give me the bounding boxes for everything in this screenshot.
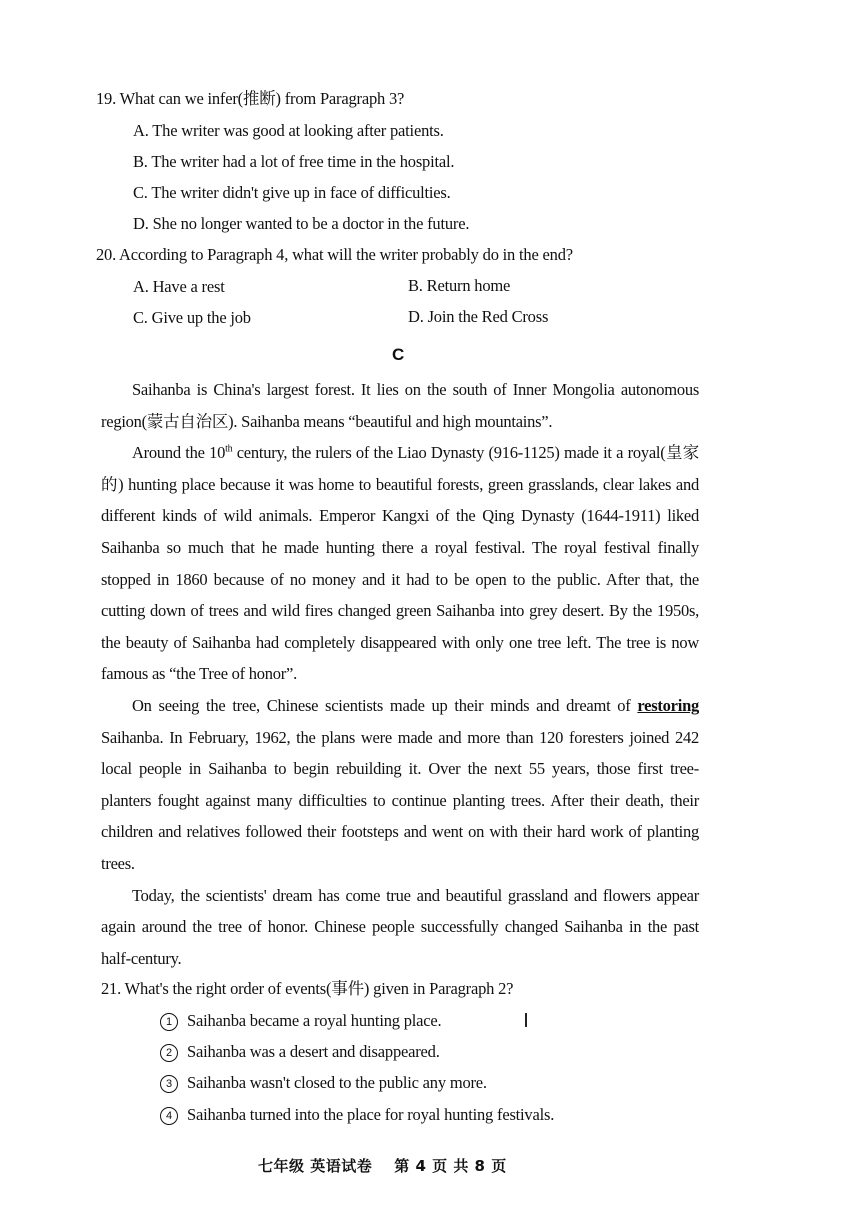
question-19-option-b: B. The writer had a lot of free time in the hospital.: [133, 152, 455, 171]
question-20-option-b: B. Return home: [408, 276, 511, 295]
paragraph-3-rest: Saihanba. In February, 1962, the plans were made and more than 120 foresters joined 242 local people in Saihanba to begin rebuilding it. Over the next 55 years, those first tree-planters fought against many difficulties to continue planting trees. After their death, their children and relatives followed their footsteps and went on with their hard work of planting trees.: [101, 727, 699, 873]
question-21-stem: 21. What's the right order of events(事件) given in Paragraph 2?: [101, 979, 514, 998]
event-1: [160, 1010, 441, 1032]
circled-number: 2: [160, 1044, 178, 1062]
event-2: [160, 1041, 440, 1063]
event-text: Saihanba wasn't closed to the public any more.: [187, 1073, 487, 1092]
event-text: Saihanba became a royal hunting place.: [187, 1011, 442, 1030]
question-20-option-d: D. Join the Red Cross: [408, 307, 549, 326]
question-19-option-c: C. The writer didn't give up in face of difficulties.: [133, 183, 451, 202]
question-20-stem: 20. According to Paragraph 4, what will the writer probably do in the end?: [96, 245, 573, 264]
question-19-option-a: A. The writer was good at looking after patients.: [133, 121, 444, 140]
circled-number: 1: [160, 1013, 178, 1031]
event-text: Saihanba turned into the place for royal hunting festivals.: [187, 1105, 555, 1124]
passage-paragraph-2: [101, 437, 699, 690]
circled-number: 4: [160, 1107, 178, 1125]
footer-page-info: 第 4 页 共 8 页: [394, 1157, 507, 1175]
event-text: Saihanba was a desert and disappeared.: [187, 1042, 440, 1061]
passage-paragraph-3: [101, 690, 699, 880]
event-3: [160, 1072, 487, 1094]
passage-paragraph-1: Saihanba is China's largest forest. It lies on the south of Inner Mongolia autonomous region(蒙古自治区). Saihanba means “beautiful and high mountains”.: [101, 380, 699, 431]
underlined-word: restoring: [637, 695, 699, 715]
paragraph-2-rest: century, the rulers of the Liao Dynasty (916-1125) made it a royal(皇家的) hunting place because it was home to beautiful forests, green grasslands, clear lakes and different kinds of wild animals. Emperor Kangxi of the Qing Dynasty (1644-1911) liked Saihanba so much that he made hunting there a royal festival. The royal festival finally stopped in 1860 because of no money and it had to be open to the public. After that, the cutting down of trees and wild fires changed green Saihanba into grey desert. By the 1950s, the beauty of Saihanba had completely disappeared with only one tree left. The tree is now famous as “the Tree of honor”.: [101, 443, 699, 684]
footer-grade-subject: 七年级 英语试卷: [258, 1157, 373, 1175]
paragraph-3-start: On seeing the tree, Chinese scientists made up their minds and dreamt of: [132, 695, 638, 715]
ordinal-suffix: th: [225, 443, 233, 455]
question-19-option-d: D. She no longer wanted to be a doctor in the future.: [133, 214, 470, 233]
stray-pen-mark: [525, 1013, 527, 1027]
question-20-option-a: A. Have a rest: [133, 277, 225, 296]
paragraph-2-start: Around the 10: [132, 443, 226, 463]
event-4: [160, 1104, 554, 1126]
passage-paragraph-4: Today, the scientists' dream has come true and beautiful grassland and flowers appear again around the tree of honor. Chinese people successfully changed Saihanba in the past half-century.: [101, 885, 699, 968]
page-footer: [258, 1155, 507, 1176]
question-19-stem: 19. What can we infer(推断) from Paragraph 3?: [96, 89, 405, 108]
circled-number: 3: [160, 1075, 178, 1093]
question-20-option-c: C. Give up the job: [133, 308, 251, 327]
reading-passage: [101, 374, 699, 974]
section-title: C: [392, 345, 405, 364]
